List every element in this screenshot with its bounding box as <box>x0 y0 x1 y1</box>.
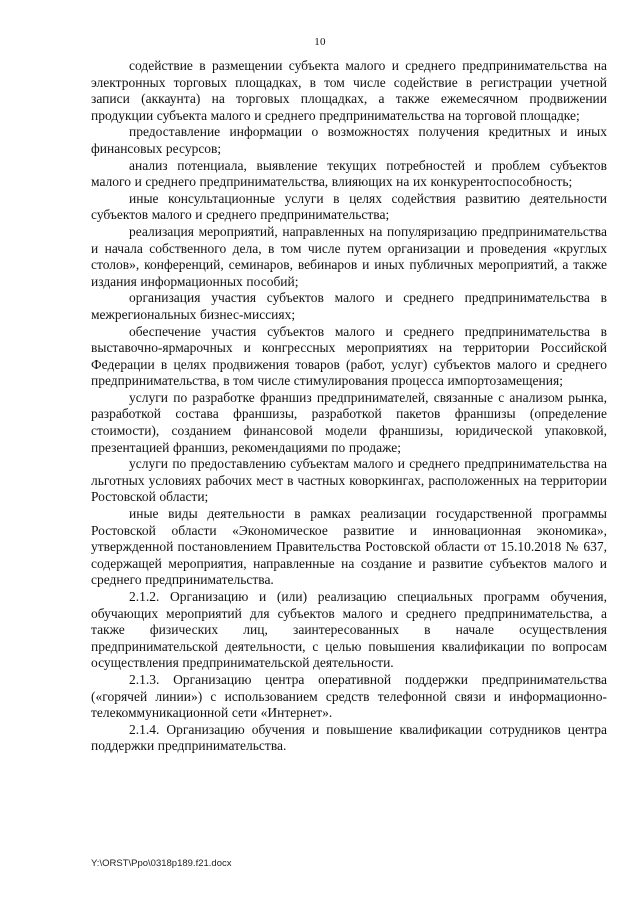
paragraph-2-1-3: 2.1.3. Организацию центра оперативной поддержки предпринимательства («горячей линии») с использованием средств телефонной связи и информационно-телекоммуникационной сети «Интернет». <box>91 671 607 721</box>
paragraph-franchise-services: услуги по разработке франшиз предпринимателей, связанные с анализом рынка, разработкой состава франшизы, разработкой пакетов франшизы (определение стоимости), созданием финансовой модели франшизы, юридической упаковкой, презентацией франшиз, рекомендациями по продаже; <box>91 389 607 455</box>
paragraph-state-program: иные виды деятельности в рамках реализации государственной программы Ростовской области «Экономическое развитие и инновационная экономика», утвержденной постановлением Правительства Ростовской области от 15.10.2018 № 637, содержащей мероприятия, направленные на создание и развитие субъектов малого и среднего предпринимательства. <box>91 506 607 588</box>
paragraph-exhibitions: обеспечение участия субъектов малого и среднего предпринимательства в выставочно-ярмарочных и конгрессных мероприятиях на территории Российской Федерации в целях продвижения товаров (работ, услуг) субъектов малого и среднего предпринимательства, в том числе стимулирования процесса импортозамещения; <box>91 323 607 389</box>
footer-file-path: Y:\ORST\Ppo\0318p189.f21.docx <box>91 858 232 869</box>
paragraph-2-1-4: 2.1.4. Организацию обучения и повышение квалификации сотрудников центра поддержки предпринимательства. <box>91 721 607 754</box>
paragraph-popularization-events: реализация мероприятий, направленных на популяризацию предпринимательства и начала собственного дела, в том числе путем организации и проведения «круглых столов», конференций, семинаров, вебинаров и иных публичных мероприятий, а также издания информационных пособий; <box>91 223 607 289</box>
paragraph-2-1-2: 2.1.2. Организацию и (или) реализацию специальных программ обучения, обучающих мероприятий для субъектов малого и среднего предпринимательства, а также физических лиц, заинтересованных в начале осуществления предпринимательской деятельности, с целью повышения квалификации по вопросам осуществления предпринимательской деятельности. <box>91 589 607 671</box>
page-number: 10 <box>314 36 326 48</box>
paragraph-marketplace-assistance: содействие в размещении субъекта малого и среднего предпринимательства на электронных торговых площадках, в том числе содействие в регистрации учетной записи (аккаунта) на торговых площадках, а также ежемесячном продвижении продукции субъекта малого и среднего предпринимательства на торговой площадке; <box>91 58 607 123</box>
paragraph-business-missions: организация участия субъектов малого и среднего предпринимательства в межрегиональных бизнес-миссиях; <box>91 290 607 322</box>
paragraph-coworking: услуги по предоставлению субъектам малого и среднего предпринимательства на льготных условиях рабочих мест в частных коворкингах, расположенных на территории Ростовской области; <box>91 456 607 505</box>
paragraph-other-consulting: иные консультационные услуги в целях содействия развитию деятельности субъектов малого и среднего предпринимательства; <box>91 190 607 223</box>
paragraph-potential-analysis: анализ потенциала, выявление текущих потребностей и проблем субъектов малого и среднего предпринимательства, влияющих на их конкурентоспособность; <box>91 157 607 190</box>
document-body <box>91 58 607 755</box>
paragraph-credit-info: предоставление информации о возможностях получения кредитных и иных финансовых ресурсов; <box>91 124 607 156</box>
